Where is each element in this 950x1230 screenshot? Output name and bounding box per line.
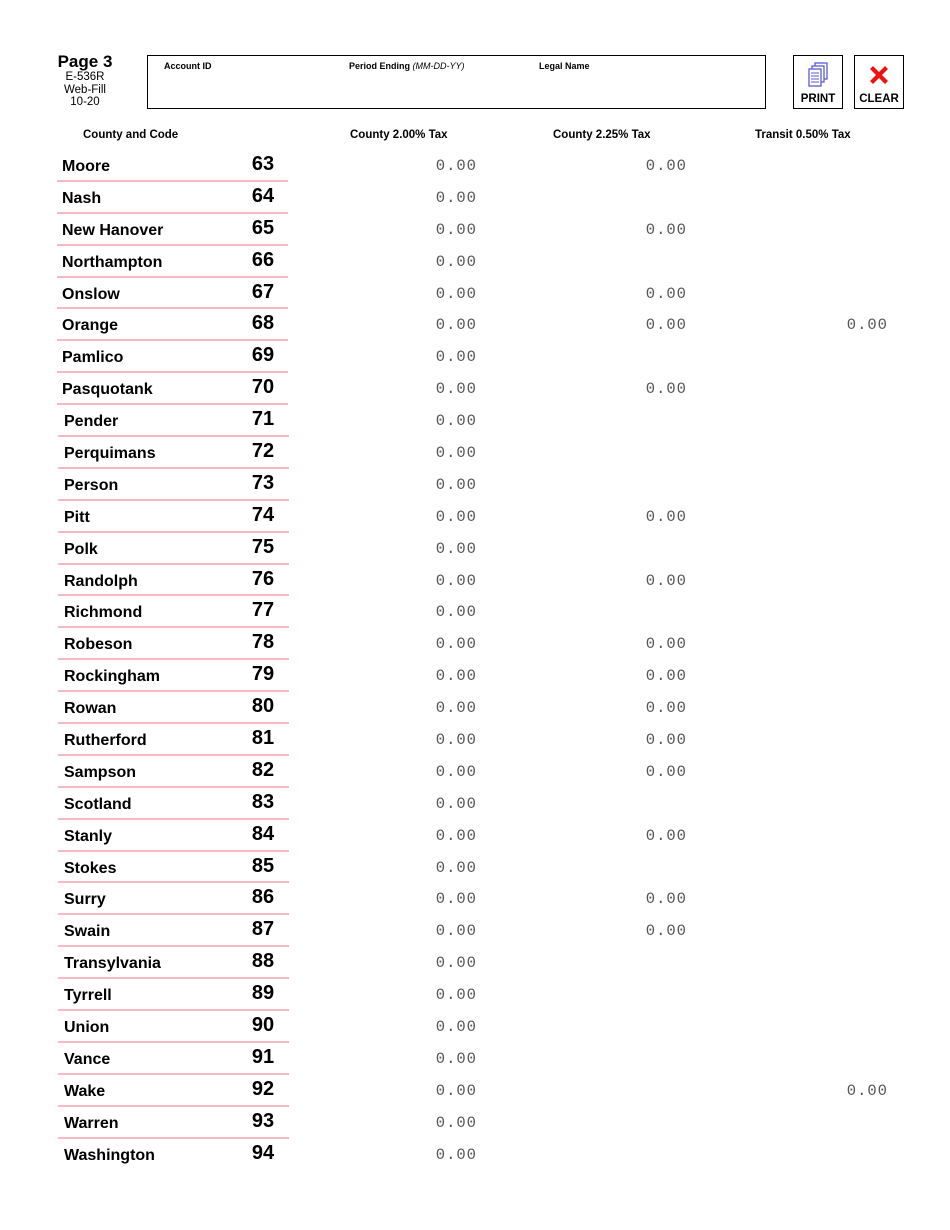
county-code: 89 — [251, 982, 275, 1005]
county-name: Pender — [64, 413, 119, 431]
county-2-00-tax-field[interactable]: 0.00 — [435, 1049, 477, 1068]
form-number: E-536R — [65, 71, 105, 83]
clear-label: CLEAR — [859, 93, 899, 105]
county-name: New Hanover — [62, 221, 164, 239]
county-2-25-tax-field[interactable]: 0.00 — [645, 826, 687, 845]
county-2-00-tax-field[interactable]: 0.00 — [435, 890, 477, 909]
table-row — [0, 341, 950, 373]
county-name: Randolph — [64, 572, 138, 590]
county-name: Rockingham — [64, 668, 161, 686]
county-code: 71 — [251, 408, 275, 431]
column-header-county: County and Code — [83, 129, 179, 141]
table-row — [0, 405, 950, 437]
table-row — [0, 278, 950, 310]
county-2-00-tax-field[interactable]: 0.00 — [435, 157, 477, 175]
form-revision: 10-20 — [70, 96, 100, 108]
period-ending-label: Period Ending (MM-DD-YY) — [349, 61, 465, 71]
county-2-25-tax-field[interactable]: 0.00 — [645, 507, 687, 526]
table-row — [0, 947, 950, 979]
form-edition: Web-Fill — [64, 83, 106, 96]
print-button[interactable] — [793, 55, 843, 109]
county-name: Pitt — [64, 508, 90, 526]
county-code: 94 — [251, 1141, 275, 1164]
county-name: Perquimans — [64, 445, 156, 463]
county-2-00-tax-field[interactable]: 0.00 — [435, 794, 477, 813]
county-code: 76 — [251, 567, 275, 590]
county-2-25-tax-field[interactable]: 0.00 — [645, 220, 687, 239]
county-2-00-tax-field[interactable]: 0.00 — [435, 762, 477, 781]
county-2-25-tax-field[interactable]: 0.00 — [645, 922, 687, 941]
table-row — [0, 469, 950, 501]
county-name: Pamlico — [62, 349, 124, 367]
county-2-00-tax-field[interactable]: 0.00 — [435, 507, 477, 526]
county-name: Warren — [64, 1114, 119, 1132]
table-row — [0, 533, 950, 565]
red-x-icon — [855, 62, 903, 88]
county-code: 82 — [251, 758, 275, 781]
table-row — [0, 1011, 950, 1043]
table-row — [0, 1075, 950, 1107]
column-header-county-2-25: County 2.25% Tax — [553, 129, 651, 141]
county-code: 68 — [251, 312, 275, 335]
county-name: Orange — [62, 317, 119, 335]
county-2-00-tax-field[interactable]: 0.00 — [435, 954, 477, 973]
table-row — [0, 660, 950, 692]
county-2-25-tax-field[interactable]: 0.00 — [645, 284, 687, 303]
table-row — [0, 915, 950, 947]
county-code: 75 — [251, 535, 275, 558]
table-row — [0, 565, 950, 597]
column-header-transit: Transit 0.50% Tax — [755, 129, 851, 141]
county-2-00-tax-field[interactable]: 0.00 — [435, 412, 477, 431]
county-code: 88 — [251, 950, 275, 973]
county-code: 83 — [251, 790, 275, 813]
county-2-00-tax-field[interactable]: 0.00 — [435, 986, 477, 1005]
county-name: Rutherford — [64, 732, 147, 750]
county-code: 92 — [251, 1077, 275, 1100]
county-2-00-tax-field[interactable]: 0.00 — [435, 444, 477, 463]
county-2-00-tax-field[interactable]: 0.00 — [435, 635, 477, 654]
county-code: 91 — [251, 1045, 275, 1068]
table-row — [0, 788, 950, 820]
county-2-00-tax-field[interactable]: 0.00 — [435, 1113, 477, 1132]
table-row — [0, 979, 950, 1011]
clear-button[interactable] — [854, 55, 904, 109]
county-code: 84 — [251, 822, 275, 845]
county-name: Onslow — [62, 285, 120, 303]
county-2-00-tax-field[interactable]: 0.00 — [435, 571, 477, 590]
county-code: 65 — [251, 216, 275, 239]
county-name: Northampton — [62, 253, 163, 271]
print-label: PRINT — [800, 93, 836, 105]
table-row — [0, 820, 950, 852]
county-name: Person — [64, 476, 119, 494]
county-code: 67 — [251, 280, 275, 303]
transit-tax-field[interactable]: 0.00 — [846, 1081, 888, 1100]
table-row — [0, 246, 950, 278]
county-code: 86 — [251, 886, 275, 909]
table-row — [0, 1107, 950, 1139]
account-id-label: Account ID — [164, 61, 212, 71]
county-2-00-tax-field[interactable]: 0.00 — [435, 220, 477, 239]
county-2-25-tax-field[interactable]: 0.00 — [645, 731, 687, 750]
table-row — [0, 214, 950, 246]
county-name: Rowan — [64, 700, 117, 718]
county-code: 66 — [251, 248, 275, 271]
county-code: 90 — [251, 1014, 275, 1037]
county-name: Transylvania — [64, 955, 161, 973]
table-row — [0, 437, 950, 469]
county-2-25-tax-field[interactable]: 0.00 — [645, 635, 687, 654]
county-2-00-tax-field[interactable]: 0.00 — [435, 475, 477, 494]
table-row — [0, 309, 950, 341]
legal-name-label: Legal Name — [539, 61, 590, 71]
table-row — [0, 373, 950, 405]
county-code: 87 — [251, 918, 275, 941]
county-name: Union — [64, 1019, 110, 1037]
table-row — [0, 150, 950, 182]
county-2-25-tax-field[interactable]: 0.00 — [645, 157, 687, 175]
county-code: 93 — [251, 1109, 275, 1132]
county-2-00-tax-field[interactable]: 0.00 — [435, 539, 477, 558]
table-row — [0, 501, 950, 533]
table-row — [0, 724, 950, 756]
county-2-00-tax-field[interactable]: 0.00 — [435, 252, 477, 271]
page-title: Page 3 — [57, 52, 113, 71]
taxpayer-info-box — [147, 55, 766, 109]
table-row — [0, 182, 950, 214]
county-code: 80 — [251, 695, 275, 718]
county-2-00-tax-field[interactable]: 0.00 — [435, 1081, 477, 1100]
table-row — [0, 692, 950, 724]
county-code: 73 — [251, 471, 275, 494]
county-name: Nash — [62, 189, 102, 207]
transit-tax-field[interactable]: 0.00 — [846, 316, 888, 335]
column-header-county-2-00: County 2.00% Tax — [350, 129, 448, 141]
county-code: 79 — [251, 663, 275, 686]
county-tax-table — [0, 150, 950, 1171]
county-2-00-tax-field[interactable]: 0.00 — [435, 1145, 477, 1164]
table-row — [0, 628, 950, 660]
county-2-00-tax-field[interactable]: 0.00 — [435, 316, 477, 335]
county-2-25-tax-field[interactable]: 0.00 — [645, 380, 687, 399]
county-2-00-tax-field[interactable]: 0.00 — [435, 699, 477, 718]
county-code: 74 — [251, 503, 275, 526]
page-identifier — [50, 52, 120, 109]
county-2-00-tax-field[interactable]: 0.00 — [435, 731, 477, 750]
county-2-00-tax-field[interactable]: 0.00 — [435, 188, 477, 207]
county-code: 81 — [251, 727, 275, 750]
county-2-00-tax-field[interactable]: 0.00 — [435, 380, 477, 399]
county-name: Polk — [64, 540, 98, 558]
county-name: Washington — [64, 1146, 155, 1164]
county-2-25-tax-field[interactable]: 0.00 — [645, 890, 687, 909]
county-name: Vance — [64, 1050, 111, 1068]
print-documents-icon — [794, 62, 842, 88]
county-name: Wake — [64, 1082, 106, 1100]
county-2-25-tax-field[interactable]: 0.00 — [645, 571, 687, 590]
county-name: Swain — [64, 923, 111, 941]
county-2-00-tax-field[interactable]: 0.00 — [435, 667, 477, 686]
table-row — [0, 756, 950, 788]
county-2-00-tax-field[interactable]: 0.00 — [435, 922, 477, 941]
county-code: 63 — [251, 153, 275, 175]
county-name: Richmond — [64, 604, 143, 622]
table-row — [0, 883, 950, 915]
county-name: Pasquotank — [62, 381, 153, 399]
county-2-00-tax-field[interactable]: 0.00 — [435, 858, 477, 877]
county-name: Moore — [62, 158, 110, 175]
county-2-00-tax-field[interactable]: 0.00 — [435, 603, 477, 622]
county-name: Surry — [64, 891, 106, 909]
county-code: 85 — [251, 854, 275, 877]
county-2-00-tax-field[interactable]: 0.00 — [435, 348, 477, 367]
county-name: Sampson — [64, 763, 137, 781]
county-2-25-tax-field[interactable]: 0.00 — [645, 699, 687, 718]
county-code: 69 — [251, 344, 275, 367]
county-2-00-tax-field[interactable]: 0.00 — [435, 284, 477, 303]
county-code: 78 — [251, 631, 275, 654]
county-code: 70 — [251, 376, 275, 399]
county-code: 72 — [251, 440, 275, 463]
county-name: Stokes — [64, 859, 117, 877]
county-2-25-tax-field[interactable]: 0.00 — [645, 316, 687, 335]
county-code: 64 — [251, 184, 275, 207]
county-name: Robeson — [64, 636, 133, 654]
table-row — [0, 596, 950, 628]
table-row — [0, 852, 950, 884]
county-2-25-tax-field[interactable]: 0.00 — [645, 667, 687, 686]
county-code: 77 — [251, 599, 275, 622]
county-2-25-tax-field[interactable]: 0.00 — [645, 762, 687, 781]
table-row — [0, 1139, 950, 1171]
county-2-00-tax-field[interactable]: 0.00 — [435, 826, 477, 845]
county-name: Tyrrell — [64, 987, 112, 1005]
county-name: Stanly — [64, 827, 113, 845]
table-row — [0, 1043, 950, 1075]
county-name: Scotland — [64, 795, 132, 813]
county-2-00-tax-field[interactable]: 0.00 — [435, 1018, 477, 1037]
